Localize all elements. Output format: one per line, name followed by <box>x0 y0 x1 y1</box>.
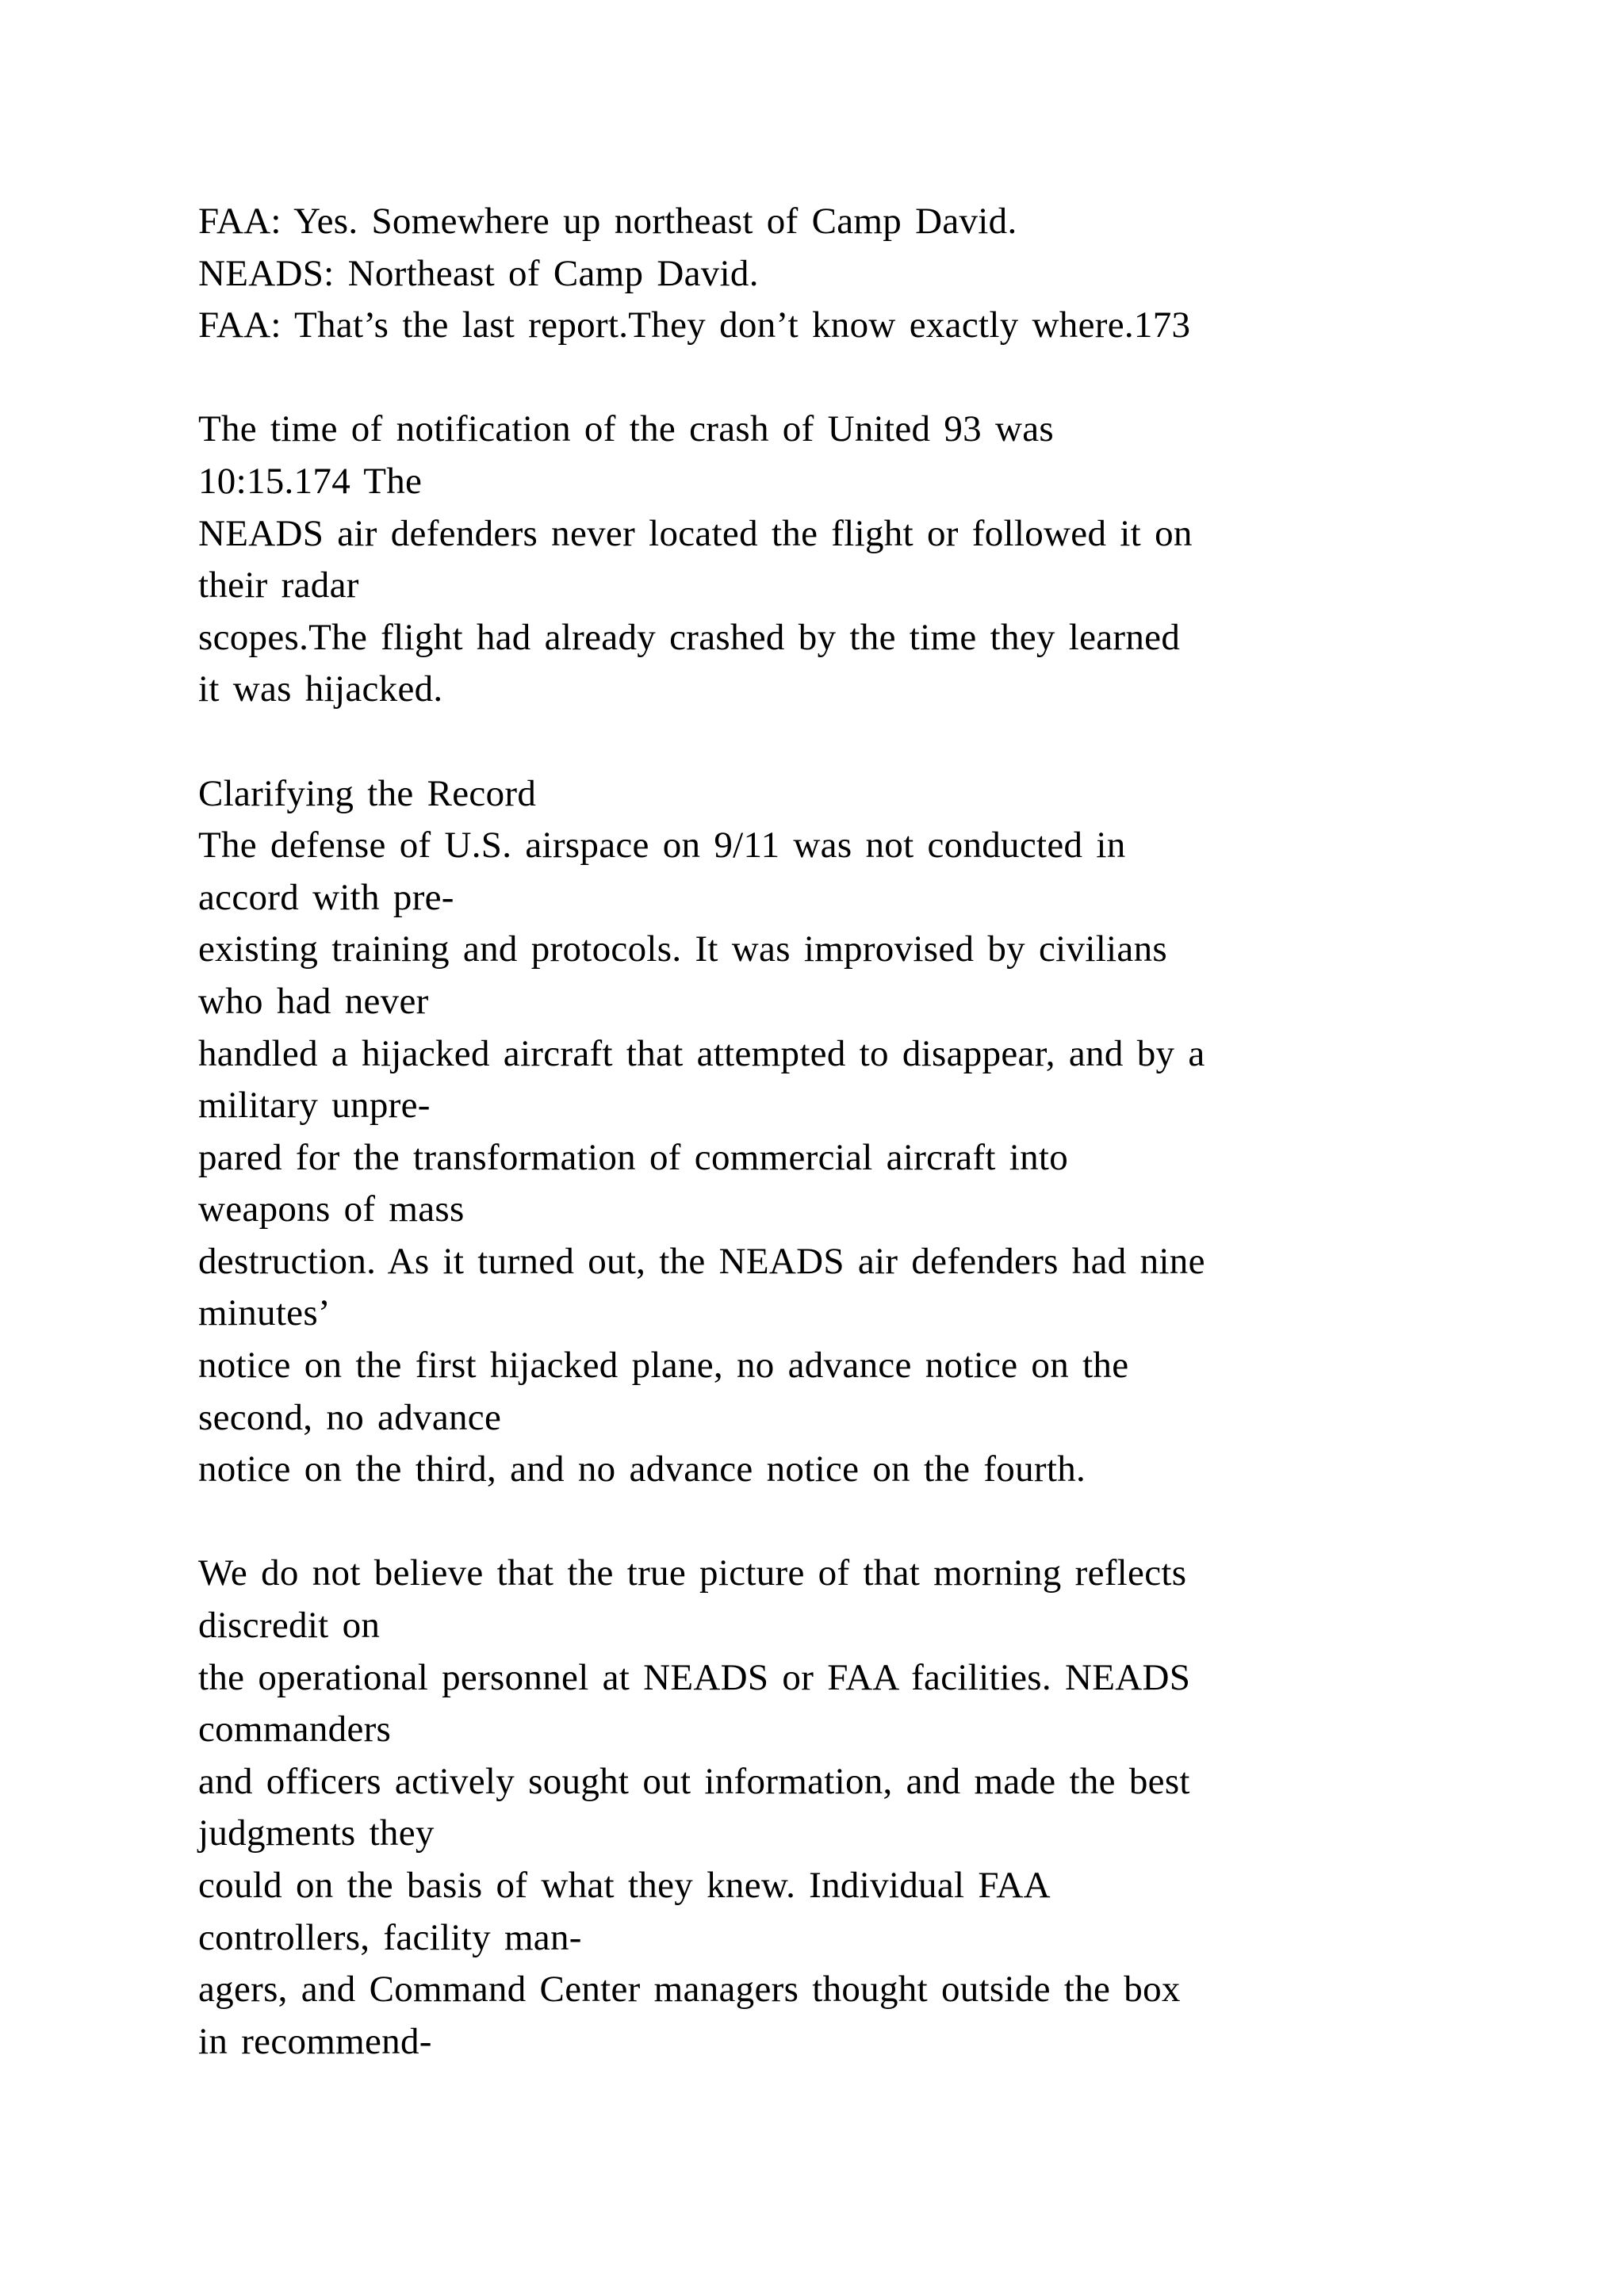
text-line: in recommend- <box>198 2020 432 2062</box>
document-body <box>198 196 1499 2068</box>
text-line: minutes’ <box>198 1292 331 1334</box>
text-line: controllers, facility man- <box>198 1916 582 1958</box>
paragraph-gap <box>198 352 1499 404</box>
text-line: and officers actively sought out information, and made the best <box>198 1760 1190 1802</box>
text-line: FAA: Yes. Somewhere up northeast of Camp David. <box>198 201 1017 242</box>
paragraph-gap <box>198 1496 1499 1548</box>
text-line: pared for the transformation of commercial aircraft into <box>198 1136 1069 1178</box>
text-line: their radar <box>198 564 359 607</box>
section-heading: Clarifying the Record <box>198 772 537 814</box>
text-line: who had never <box>198 980 429 1022</box>
text-line: NEADS air defenders never located the flight or followed it on <box>198 512 1193 554</box>
text-line: military unpre- <box>198 1085 431 1127</box>
text-line: existing training and protocols. It was improvised by civilians <box>198 928 1167 970</box>
text-line: scopes.The flight had already crashed by the time they learned <box>198 616 1181 658</box>
text-line: handled a hijacked aircraft that attempted to disappear, and by a <box>198 1032 1205 1074</box>
text-line: the operational personnel at NEADS or FAA facilities. NEADS <box>198 1656 1191 1698</box>
text-line: could on the basis of what they knew. Individual FAA <box>198 1865 1051 1906</box>
text-line: 10:15.174 The <box>198 460 423 502</box>
text-line: destruction. As it turned out, the NEADS air defenders had nine <box>198 1240 1205 1282</box>
text-line: discredit on <box>198 1605 381 1647</box>
text-line: accord with pre- <box>198 876 454 918</box>
text-line: FAA: That’s the last report.They don’t know exactly where.173 <box>198 304 1191 346</box>
text-line: judgments they <box>198 1812 435 1854</box>
text-line: We do not believe that the true picture of that morning reflects <box>198 1552 1187 1594</box>
text-line: notice on the first hijacked plane, no advance notice on the <box>198 1345 1129 1387</box>
text-line: The time of notification of the crash of United 93 was <box>198 408 1055 450</box>
text-line: agers, and Command Center managers thought outside the box <box>198 1969 1181 2011</box>
text-line: The defense of U.S. airspace on 9/11 was not conducted in <box>198 825 1126 867</box>
text-line: NEADS: Northeast of Camp David. <box>198 252 759 294</box>
text-line: commanders <box>198 1709 392 1751</box>
text-line: second, no advance <box>198 1396 502 1438</box>
text-line: weapons of mass <box>198 1188 465 1230</box>
paragraph-gap <box>198 716 1499 768</box>
text-line: it was hijacked. <box>198 668 443 710</box>
text-line: notice on the third, and no advance notice on the fourth. <box>198 1448 1086 1490</box>
